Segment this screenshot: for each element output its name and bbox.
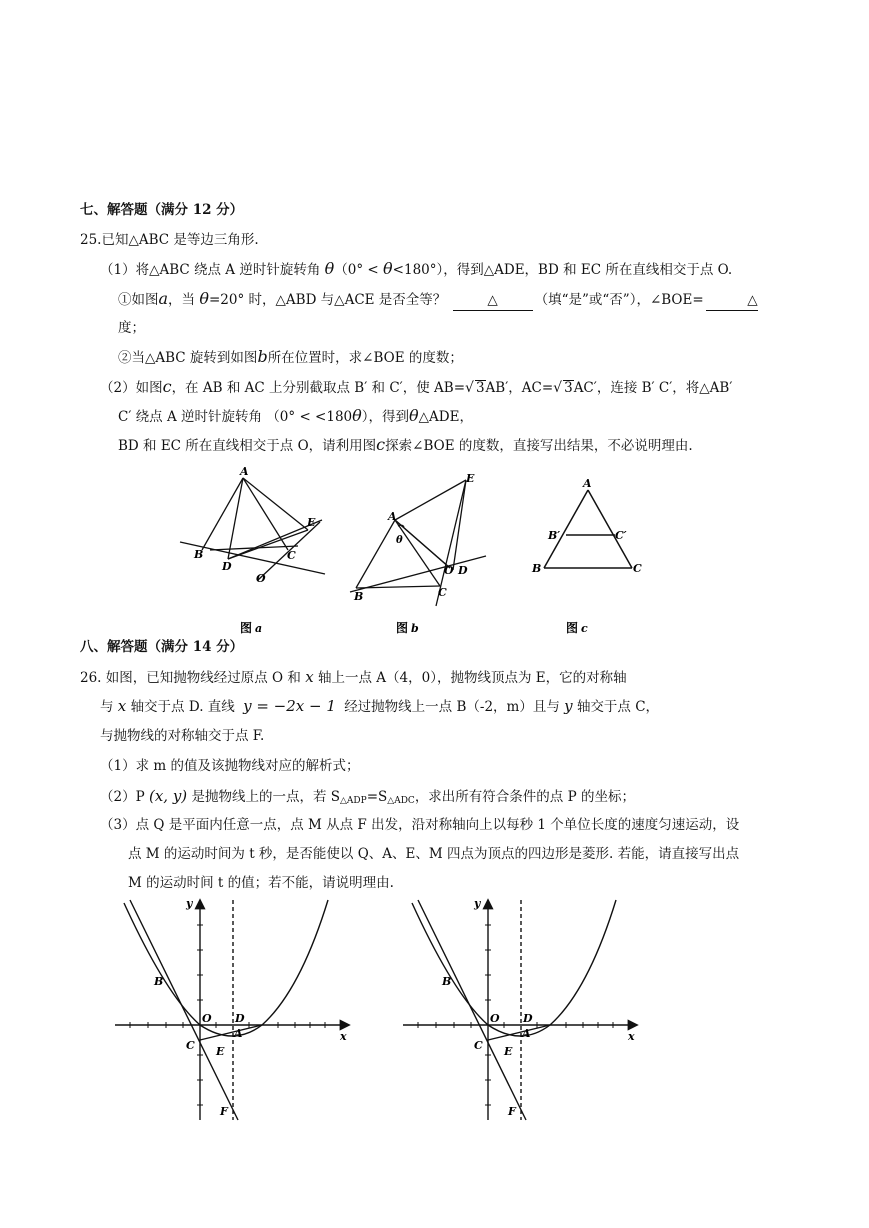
q25-p1-1a: ①如图 bbox=[118, 292, 159, 308]
label-right-A: A bbox=[522, 1027, 531, 1040]
q25-p1c-text: <180°），得到△ADE，BD 和 EC 所在直线相交于点 O. bbox=[392, 262, 733, 278]
q25-p1-1b: ，当 bbox=[168, 292, 196, 308]
q25-p2i: 探索∠BOE 的度数，直接写出结果，不必说明理由. bbox=[385, 438, 693, 454]
label-b-O: O bbox=[444, 564, 454, 577]
fig-b-letter: b bbox=[257, 347, 268, 366]
q26-line1 bbox=[80, 667, 627, 688]
q25-p1-2b: 所在位置时，求∠BOE 的度数； bbox=[267, 350, 463, 366]
q26-s3b: 点 M 的运动时间为 t 秒，是否能使以 Q、A、E、M 四点为顶点的四边形是菱形. 若能，请直接写出点 bbox=[128, 846, 740, 862]
q26-l1b: 轴上一点 A（4，0），抛物线顶点为 E，它的对称轴 bbox=[317, 670, 627, 686]
caption-c-letter: c bbox=[581, 622, 588, 635]
line-equation: y = −2x − 1 bbox=[243, 697, 336, 715]
q26-s3c: M 的运动时间 t 的值；若不能，请说明理由. bbox=[128, 875, 394, 891]
label-b-E: E bbox=[466, 472, 475, 485]
caption-b bbox=[396, 621, 419, 635]
q26-s2a: （2）P bbox=[100, 789, 145, 805]
q26-s3a: （3）点 Q 是平面内任意一点，点 M 从点 F 出发，沿对称轴向上以每秒 1 个单位长度的速度匀速运动，设 bbox=[100, 817, 740, 833]
q25-p2a: （2）如图 bbox=[100, 380, 163, 396]
label-left-O: O bbox=[202, 1012, 212, 1025]
label-left-C: C bbox=[186, 1039, 195, 1052]
q25-part2-line3 bbox=[118, 435, 693, 456]
figure-a bbox=[170, 462, 340, 642]
q25-part1-2-line bbox=[118, 347, 463, 368]
answer-blank-1[interactable]: △ bbox=[453, 290, 533, 311]
caption-c bbox=[566, 621, 588, 635]
sqrt-symbol: √ bbox=[465, 380, 474, 396]
sqrt-3: 3 bbox=[564, 380, 573, 396]
q25-p1-1d: （填“是”或“否”），∠BOE= bbox=[534, 292, 704, 308]
label-right-O: O bbox=[490, 1012, 500, 1025]
label-right-y: y bbox=[474, 897, 481, 910]
label-c-B: B bbox=[532, 562, 542, 575]
q25-p1b-text: （0° < bbox=[334, 262, 379, 278]
label-b-B: B bbox=[354, 590, 364, 603]
q26-l2b: 轴交于点 D. 直线 bbox=[130, 699, 235, 715]
q25-stem: 25.已知△ABC 是等边三角形. bbox=[80, 232, 259, 248]
label-left-B: B bbox=[154, 975, 164, 988]
q25-p2b: ，在 AB 和 AC 上分别截取点 B′ 和 C′，使 AB= bbox=[171, 380, 466, 396]
sub-adp: △ADP bbox=[340, 796, 367, 806]
q26-s1: （1）求 m 的值及该抛物线对应的解析式； bbox=[100, 758, 360, 774]
caption-a-letter: a bbox=[255, 622, 263, 635]
q26-s2d: ，求出所有符合条件的点 P 的坐标； bbox=[414, 789, 635, 805]
q25-p2f: ），得到 bbox=[361, 409, 410, 425]
label-left-F: F bbox=[220, 1105, 228, 1118]
label-a-O: O bbox=[256, 572, 266, 585]
label-b-theta: θ bbox=[396, 535, 403, 546]
theta-symbol: θ bbox=[352, 406, 362, 425]
label-left-y: y bbox=[186, 897, 193, 910]
label-a-C: C bbox=[287, 549, 296, 562]
q25-p1-1e: 度； bbox=[118, 320, 145, 336]
q26-l2d: 轴交于点 C， bbox=[576, 699, 660, 715]
label-a-B: B bbox=[194, 548, 204, 561]
theta-symbol: θ bbox=[383, 259, 393, 278]
caption-a-text: 图 bbox=[240, 621, 253, 635]
label-right-D: D bbox=[523, 1012, 533, 1025]
label-a-E: E bbox=[307, 516, 316, 529]
label-left-D: D bbox=[235, 1012, 245, 1025]
q25-p2g: △ADE， bbox=[418, 409, 473, 425]
label-left-x: x bbox=[340, 1030, 347, 1043]
caption-a bbox=[240, 621, 262, 635]
label-right-E: E bbox=[504, 1045, 513, 1058]
q25-p2d: AC′，连接 B′ C′，将△AB′ bbox=[573, 380, 733, 396]
label-left-A: A bbox=[234, 1027, 243, 1040]
q25-part2-line2 bbox=[118, 406, 473, 427]
label-right-F: F bbox=[508, 1105, 516, 1118]
q25-part1-1-line bbox=[118, 289, 760, 311]
label-c-A: A bbox=[583, 477, 592, 490]
q26-l3: 与抛物线的对称轴交于点 F. bbox=[100, 728, 265, 744]
label-right-B: B bbox=[442, 975, 452, 988]
graph-left bbox=[110, 895, 360, 1125]
point-xy: (x, y) bbox=[148, 787, 188, 805]
label-c-C1: C′ bbox=[615, 529, 627, 542]
figure-b bbox=[340, 468, 500, 642]
x-var: x bbox=[305, 668, 314, 686]
section-8-title: 八、解答题（满分 14 分） bbox=[80, 639, 244, 655]
q25-p2e: C′ 绕点 A 逆时针旋转角 （0° < <180 bbox=[118, 409, 353, 425]
label-b-C: C bbox=[438, 586, 447, 599]
q26-l2c: 经过抛物线上一点 B（-2，m）且与 bbox=[344, 699, 560, 715]
sub-adc: △ADC bbox=[387, 796, 415, 806]
theta-symbol: θ bbox=[409, 406, 419, 425]
theta-symbol: θ bbox=[199, 289, 209, 308]
q26-l1: 26. 如图，已知抛物线经过原点 O 和 bbox=[80, 670, 301, 686]
caption-b-text: 图 bbox=[396, 621, 409, 635]
q25-part1-line bbox=[100, 259, 732, 280]
q26-s2b: 是抛物线上的一点，若 S bbox=[191, 789, 341, 805]
sqrt-3: 3 bbox=[475, 380, 485, 396]
q25-p1-1c: =20° 时，△ABD 与△ACE 是否全等？ bbox=[208, 292, 447, 308]
q26-line2 bbox=[100, 696, 659, 717]
q26-s2-line bbox=[100, 786, 635, 811]
section-7-title: 七、解答题（满分 12 分） bbox=[80, 202, 244, 218]
y-var: y bbox=[564, 697, 573, 715]
label-c-B1: B′ bbox=[548, 529, 561, 542]
graph-right bbox=[398, 895, 648, 1125]
label-left-E: E bbox=[216, 1045, 225, 1058]
q26-l2a: 与 bbox=[100, 699, 114, 715]
label-c-C: C bbox=[633, 562, 642, 575]
label-a-A: A bbox=[240, 465, 249, 478]
q25-p2c: AB′，AC= bbox=[485, 380, 554, 396]
x-var: x bbox=[117, 697, 127, 715]
caption-b-letter: b bbox=[411, 622, 419, 635]
label-b-D: D bbox=[458, 564, 468, 577]
answer-blank-2[interactable]: △ bbox=[706, 290, 758, 311]
q25-p2h: BD 和 EC 所在直线相交于点 O，请利用图 bbox=[118, 438, 377, 454]
sqrt-symbol: √ bbox=[553, 380, 563, 396]
q25-p1-text: （1）将△ABC 绕点 A 逆时针旋转角 bbox=[100, 262, 321, 278]
q26-s2c: =S bbox=[366, 789, 388, 805]
label-right-x: x bbox=[628, 1030, 635, 1043]
fig-a-letter: a bbox=[158, 289, 169, 308]
label-b-A: A bbox=[388, 510, 397, 523]
fig-c-letter: c bbox=[162, 377, 172, 396]
theta-symbol: θ bbox=[324, 259, 335, 278]
fig-c-letter: c bbox=[376, 435, 386, 454]
figure-c bbox=[528, 472, 648, 642]
caption-c-text: 图 bbox=[566, 621, 579, 635]
q25-part2-line bbox=[100, 377, 732, 398]
label-right-C: C bbox=[474, 1039, 483, 1052]
label-a-D: D bbox=[222, 560, 232, 573]
q25-p1-2a: ②当△ABC 旋转到如图 bbox=[118, 350, 258, 366]
